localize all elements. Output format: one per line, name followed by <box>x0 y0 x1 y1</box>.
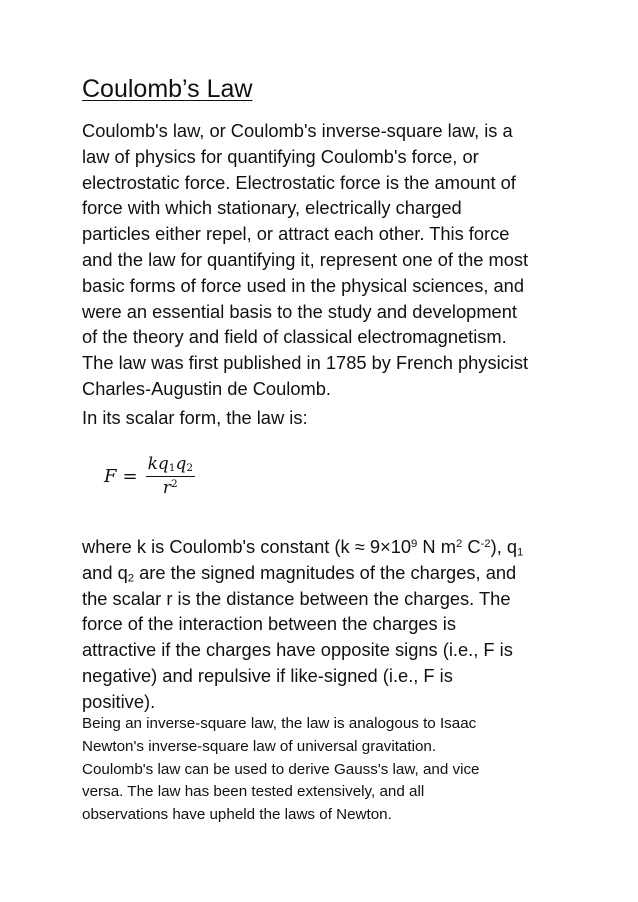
formula-lhs: F <box>104 465 117 487</box>
formula-equals: = <box>122 465 138 487</box>
text-line: negative) and repulsive if like-signed (i.e., F is <box>82 664 453 686</box>
text-line: Charles-Augustin de Coulomb. <box>82 377 331 399</box>
closing-paragraph <box>82 713 480 827</box>
text-line: Newton's inverse-square law of universal gravitation. <box>82 737 437 755</box>
formula-numerator: $kq_1q_2$ <box>147 454 194 475</box>
text-line: the scalar r is the distance between the charges. The <box>82 587 511 609</box>
text-line: Coulomb's law can be used to derive Gauss's law, and vice <box>82 760 480 778</box>
text-line: where k is Coulomb's constant ($k \approx 9\times 10^9$ N $m^2$ $C^{-2}$), $q_1$ <box>82 536 524 559</box>
formula-denominator: $r^2$ <box>162 478 178 498</box>
text-line: In its scalar form, the law is: <box>82 407 308 428</box>
text-line: force with which stationary, electrically charged <box>82 197 462 219</box>
text-line: and the law for quantifying it, represent one of the most <box>82 248 529 270</box>
page-title: Coulomb’s Law <box>82 75 253 103</box>
text-line: Being an inverse-square law, the law is analogous to Isaac <box>82 715 477 732</box>
text-line: versa. The law has been tested extensively, and all <box>82 783 425 801</box>
text-line: Coulomb's law, or Coulomb's inverse-square law, is a <box>82 120 513 141</box>
text-line: were an essential basis to the study and development <box>82 300 517 322</box>
text-line: positive). <box>82 690 156 712</box>
intro-paragraph <box>82 118 562 402</box>
text-line: and $q_2$ are the signed magnitudes of the charges, and <box>82 561 517 585</box>
text-line: electrostatic force. Electrostatic force is the amount of <box>82 171 516 193</box>
explanation-paragraph <box>82 534 562 715</box>
formula-fraction <box>146 454 195 498</box>
scalar-form-intro <box>82 405 562 431</box>
coulomb-formula <box>104 450 195 502</box>
text-line: force of the interaction between the charges is <box>82 613 456 635</box>
text-line: of the theory and field of classical electromagnetism. <box>82 326 507 348</box>
text-line: particles either repel, or attract each other. This force <box>82 223 510 245</box>
text-line: observations have upheld the laws of Newton. <box>82 806 392 824</box>
text-line: The law was first published in 1785 by French physicist <box>82 352 529 374</box>
text-line: attractive if the charges have opposite signs (i.e., F is <box>82 639 513 661</box>
text-line: basic forms of force used in the physical sciences, and <box>82 274 525 296</box>
text-line: law of physics for quantifying Coulomb's force, or <box>82 145 479 167</box>
